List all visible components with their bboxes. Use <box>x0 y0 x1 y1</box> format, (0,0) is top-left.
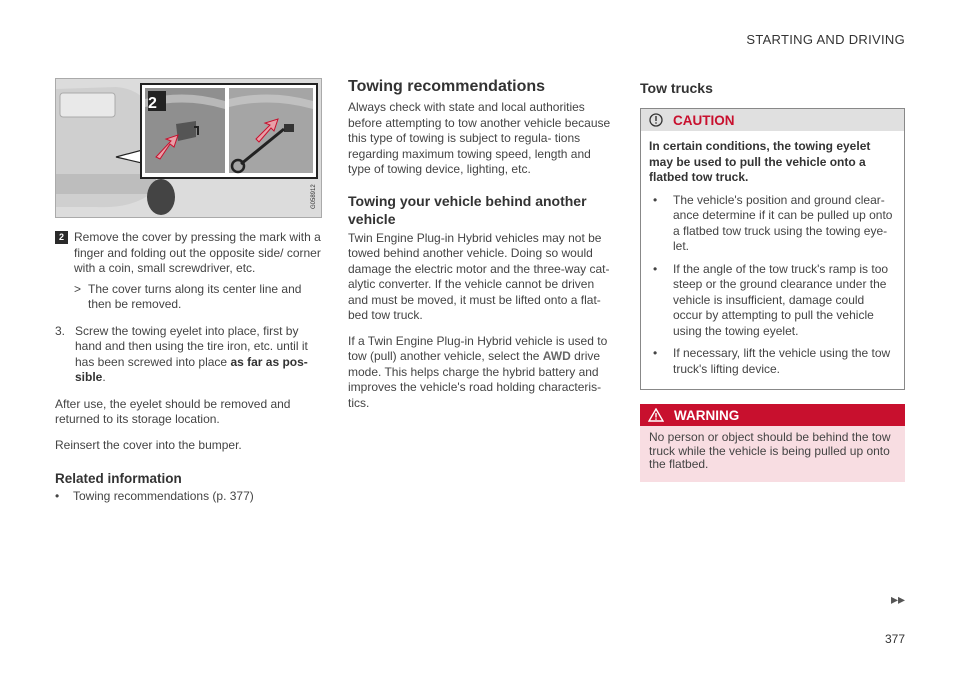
towing-para-2: If a Twin Engine Plug-in Hybrid vehicle is used to tow (pull) another vehicle, select the AWD drive mode. This helps charge the hybrid battery and improves the vehicle's road holding characteris- tics. <box>348 333 608 410</box>
caution-icon <box>649 113 663 127</box>
caution-header <box>641 109 904 131</box>
step-2-text: Remove the cover by pressing the mark with a finger and folding out the opposite side/ corner with a coin, small screwdriver, etc. <box>74 230 321 275</box>
warning-title: WARNING <box>674 407 740 423</box>
caution-item-text: If the angle of the tow truck's ramp is too steep or the ground clearance under the vehicle is insufficient, damage could occur by attempting to pull the vehicle using the towing eyelet. <box>673 261 889 338</box>
after-use-text: After use, the eyelet should be removed and returned to its storage location. <box>55 396 291 426</box>
figure-illustration <box>56 79 321 217</box>
caution-title: CAUTION <box>673 112 735 128</box>
step-marker: 2 <box>55 231 68 244</box>
towing-behind-heading: Towing your vehicle behind another vehicle <box>348 192 587 227</box>
figure-callout-number: 2 <box>148 95 157 112</box>
towing-eyelet-figure <box>55 78 322 218</box>
caution-item <box>649 193 896 255</box>
substep-text: The cover turns along its center line and then be removed. <box>88 281 302 311</box>
caution-lead: In certain conditions, the towing eyelet may be used to pull the vehicle onto a flatbed tow truck. <box>649 139 871 184</box>
bullet: • <box>55 489 60 503</box>
bullet: • <box>653 261 658 276</box>
step-2 <box>55 230 322 277</box>
substep-marker: > <box>74 281 82 296</box>
warning-triangle-icon <box>648 408 664 422</box>
warning-text: No person or object should be behind the tow truck while the vehicle is being pulled up onto the flatbed. <box>640 426 905 482</box>
section-header: STARTING AND DRIVING <box>746 32 905 47</box>
towing-recommendations-heading: Towing recommendations <box>348 78 546 95</box>
page-number: 377 <box>884 632 905 646</box>
caution-box <box>640 108 905 390</box>
next-page-arrow-icon[interactable]: ▸▸ <box>890 591 905 607</box>
towing-intro: Always check with state and local authorities before attempting to tow another vehicle because this type of towing is subject to regula- tions regarding maximum towing speed, length and type of towing device, lighting, etc. <box>348 100 611 176</box>
left-column <box>55 78 322 505</box>
reinsert-text: Reinsert the cover into the bumper. <box>55 437 242 452</box>
right-column <box>640 78 905 482</box>
step-3-text: Screw the towing eyelet into place, first by hand and then using the tire iron, etc. until it has been screwed into place as far as pos- sible. <box>75 323 308 384</box>
caution-item <box>649 262 896 340</box>
middle-column <box>348 78 614 411</box>
warning-header <box>640 404 905 426</box>
related-item <box>55 489 322 505</box>
related-info-heading: Related information <box>55 471 182 486</box>
bullet: • <box>653 346 658 360</box>
step-3-emphasis: as far as pos- sible <box>75 354 308 384</box>
caution-item <box>649 346 896 377</box>
substep-result <box>74 282 322 313</box>
warning-box <box>640 404 905 482</box>
towing-para-1: Twin Engine Plug-in Hybrid vehicles may not be towed behind another vehicle. Doing so would damage the electric motor and the three-way cat- alytic converter. If the vehicle cannot be driven and must be moved, it must be lifted onto a flat- bed tow truck. <box>348 230 610 322</box>
step-3-number: 3. <box>55 323 66 338</box>
figure-code: G058912 <box>311 184 317 209</box>
caution-body <box>641 131 904 389</box>
related-link[interactable]: Towing recommendations (p. 377) <box>73 489 254 503</box>
awd-mode-label: AWD <box>542 349 571 363</box>
caution-item-text: If necessary, lift the vehicle using the tow truck's lifting device. <box>673 346 891 376</box>
tow-trucks-heading: Tow trucks <box>640 80 713 96</box>
bullet: • <box>653 192 658 207</box>
caution-item-text: The vehicle's position and ground clear- ance determine if it can be pulled up onto a flatbed tow truck using the towing eye- let. <box>673 192 893 253</box>
step-3 <box>55 324 322 386</box>
